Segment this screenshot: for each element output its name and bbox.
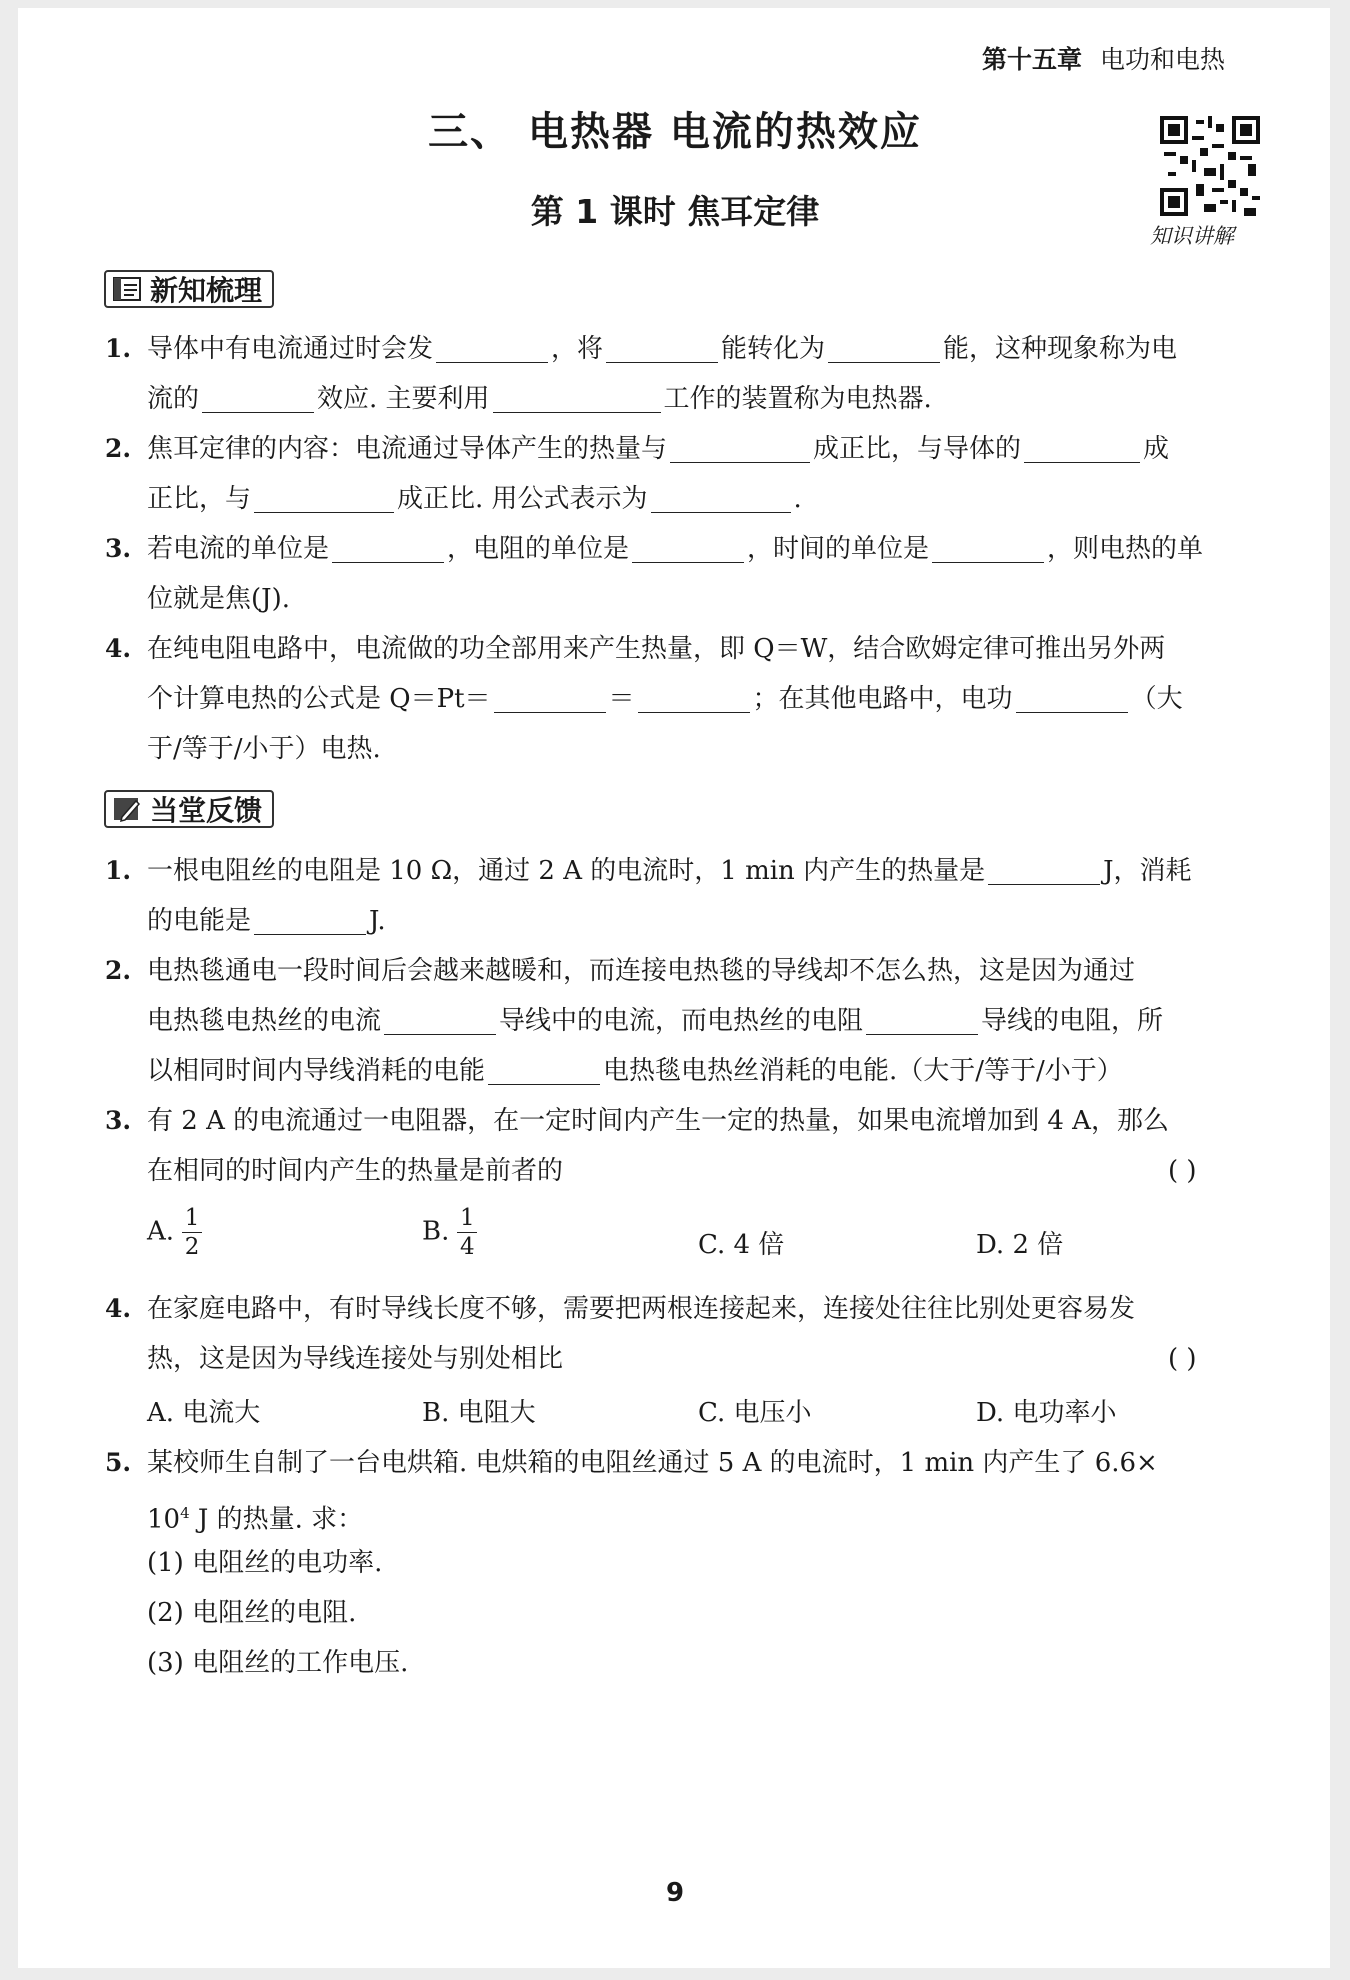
item-number: 4.: [105, 634, 132, 663]
answer-blank[interactable]: [670, 428, 810, 463]
answer-blank[interactable]: [866, 1000, 978, 1035]
question-continuation: 电热毯电热丝的电流 导线中的电流，而电热丝的电阻 导线的电阻，所: [0, 996, 1350, 1046]
list-item-continuation: 流的 效应. 主要利用 工作的装置称为电热器.: [0, 374, 1350, 424]
answer-parentheses[interactable]: ( ): [1168, 1344, 1197, 1374]
page-number: 9: [665, 1878, 685, 1908]
list-item-continuation: 个计算电热的公式是 Q＝Pt＝ ＝ ；在其他电路中，电功 （大: [0, 674, 1350, 724]
question-4: 4. 在家庭电路中，有时导线长度不够，需要把两根连接起来，连接处往往比别处更容易发: [0, 1284, 1350, 1334]
option-b[interactable]: B. $\frac{1}{4}$: [422, 1204, 477, 1261]
lesson-subtitle: 第 1 课时 焦耳定律: [530, 192, 820, 231]
option-d[interactable]: D. 电功率小: [976, 1398, 1117, 1428]
answer-blank[interactable]: [651, 478, 791, 513]
sub-question: (2) 电阻丝的电阻.: [147, 1598, 357, 1628]
question-3: 3. 有 2 A 的电流通过一电阻器，在一定时间内产生一定的热量，如果电流增加到 4 A，那么: [0, 1096, 1350, 1146]
question-continuation: $10^4$ J 的热量. 求：: [147, 1504, 364, 1535]
sub-question: (3) 电阻丝的工作电压.: [147, 1648, 409, 1678]
notebook-icon: [112, 275, 142, 303]
option-a[interactable]: A. $\frac{1}{2}$: [147, 1204, 202, 1261]
option-d[interactable]: D. 2 倍: [976, 1230, 1064, 1260]
section-heading-new-knowledge: [104, 270, 274, 308]
answer-parentheses[interactable]: ( ): [1168, 1156, 1197, 1186]
question-continuation: 在相同的时间内产生的热量是前者的 ( ): [0, 1146, 1350, 1196]
qr-caption: 知识讲解: [1150, 224, 1234, 248]
answer-blank[interactable]: [494, 678, 606, 713]
list-item: 3. 若电流的单位是 ，电阻的单位是 ，时间的单位是 ，则电热的单: [0, 524, 1350, 574]
question-continuation: 以相同时间内导线消耗的电能 电热毯电热丝消耗的电能.（大于/等于/小于）: [0, 1046, 1350, 1096]
answer-blank[interactable]: [254, 900, 366, 935]
answer-blank[interactable]: [606, 328, 718, 363]
chapter-header: [982, 40, 1225, 76]
option-b[interactable]: B. 电阻大: [422, 1398, 536, 1428]
qr-code-icon[interactable]: [1160, 116, 1260, 216]
answer-blank[interactable]: [436, 328, 548, 363]
answer-blank[interactable]: [828, 328, 940, 363]
answer-blank[interactable]: [488, 1050, 600, 1085]
section-label: 当堂反馈: [150, 794, 263, 827]
answer-blank[interactable]: [1016, 678, 1128, 713]
page-title: 三、 电热器 电流的热效应: [428, 109, 922, 155]
answer-blank[interactable]: [254, 478, 394, 513]
item-number: 2.: [105, 956, 132, 985]
fraction: $\frac{1}{4}$: [457, 1204, 477, 1261]
list-item: 1. 导体中有电流通过时会发 ，将 能转化为 能，这种现象称为电: [0, 324, 1350, 374]
question-1: 1. 一根电阻丝的电阻是 10 Ω，通过 2 A 的电流时，1 min 内产生的热量是 J，消耗: [0, 846, 1350, 896]
option-c[interactable]: C. 4 倍: [698, 1230, 785, 1260]
fraction: $\frac{1}{2}$: [182, 1204, 202, 1261]
item-number: 5.: [105, 1448, 132, 1477]
list-item: 2. 焦耳定律的内容：电流通过导体产生的热量与 成正比，与导体的 成: [0, 424, 1350, 474]
answer-blank[interactable]: [384, 1000, 496, 1035]
item-number: 1.: [105, 334, 132, 363]
chapter-label: 第十五章: [982, 45, 1083, 74]
answer-blank[interactable]: [632, 528, 744, 563]
list-item-continuation: 正比，与 成正比. 用公式表示为 .: [0, 474, 1350, 524]
list-item-continuation: 于/等于/小于）电热.: [147, 734, 381, 764]
list-item: 4. 在纯电阻电路中，电流做的功全部用来产生热量，即 Q＝W，结合欧姆定律可推出另外两: [0, 624, 1350, 674]
chapter-topic: 电功和电热: [1100, 45, 1226, 74]
question-5: 5. 某校师生自制了一台电烘箱. 电烘箱的电阻丝通过 5 A 的电流时，1 min 内产生了 6.6×: [0, 1438, 1350, 1488]
item-number: 2.: [105, 434, 132, 463]
option-a[interactable]: A. 电流大: [147, 1398, 261, 1428]
answer-blank[interactable]: [932, 528, 1044, 563]
answer-blank[interactable]: [988, 850, 1100, 885]
sub-question: (1) 电阻丝的电功率.: [147, 1548, 383, 1578]
option-c[interactable]: C. 电压小: [698, 1398, 812, 1428]
answer-blank[interactable]: [1024, 428, 1140, 463]
item-number: 1.: [105, 856, 132, 885]
item-number: 4.: [105, 1294, 132, 1323]
item-number: 3.: [105, 534, 132, 563]
answer-blank[interactable]: [202, 378, 314, 413]
answer-blank[interactable]: [638, 678, 750, 713]
list-item-continuation: 位就是焦(J).: [147, 584, 290, 614]
answer-blank[interactable]: [332, 528, 444, 563]
question-continuation: 热，这是因为导线连接处与别处相比 ( ): [0, 1334, 1350, 1384]
question-2: 2. 电热毯通电一段时间后会越来越暖和，而连接电热毯的导线却不怎么热，这是因为通过: [0, 946, 1350, 996]
answer-blank[interactable]: [493, 378, 661, 413]
question-continuation: 的电能是 J.: [0, 896, 1350, 946]
item-number: 3.: [105, 1106, 132, 1135]
section-heading-class-feedback: [104, 790, 274, 828]
section-label: 新知梳理: [150, 274, 263, 307]
pencil-note-icon: [112, 795, 142, 823]
